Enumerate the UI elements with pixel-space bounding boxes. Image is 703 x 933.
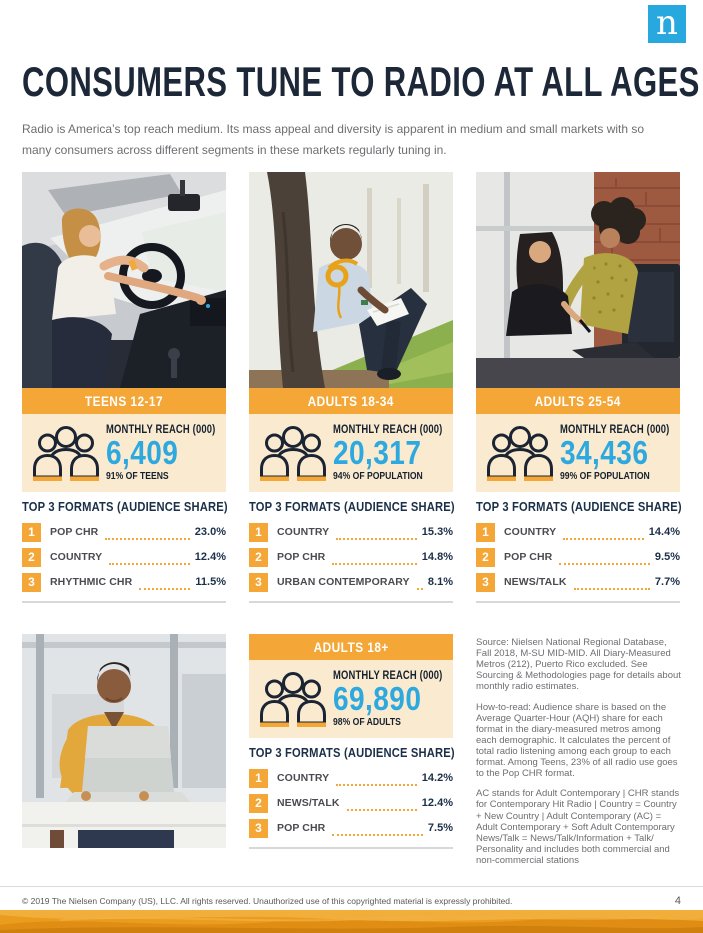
page-number: 4 — [674, 895, 681, 907]
dotted-leader — [574, 581, 650, 590]
photo-women-at-computer-icon — [476, 172, 680, 388]
dotted-leader — [332, 827, 423, 836]
format-name: POP CHR — [504, 551, 553, 563]
card-divider — [22, 601, 226, 603]
rank-badge: 3 — [249, 819, 268, 838]
format-row — [249, 572, 453, 592]
demo-card-adults-18-plus — [249, 634, 453, 875]
reach-subtext: 91% OF TEENS — [106, 469, 169, 482]
format-name: POP CHR — [277, 822, 326, 834]
card-divider — [249, 847, 453, 849]
format-share: 14.8% — [421, 551, 453, 563]
format-name: COUNTRY — [277, 526, 330, 538]
demo-card-adults-25-54 — [476, 172, 680, 603]
definitions-paragraph: AC stands for Adult Contemporary | CHR stands for Contemporary Hit Radio | Country = Country + New Country | Adult Contemporary (AC) = Adult Contemporary + Soft Adult Contemporary News/Talk = News/Talk/Information + Talk/ Personality and includes both commercial and non-commercial stations — [476, 788, 680, 866]
format-row — [249, 522, 453, 542]
demo-banner — [249, 634, 453, 660]
rank-badge: 3 — [22, 573, 41, 592]
reach-subtext: 99% OF POPULATION — [560, 469, 650, 482]
dotted-leader — [559, 556, 650, 565]
demo-banner-label: ADULTS 25-54 — [534, 393, 622, 409]
format-share: 9.5% — [654, 551, 680, 563]
rank-badge: 3 — [476, 573, 495, 592]
dotted-leader — [417, 581, 423, 590]
format-share: 7.7% — [654, 576, 680, 588]
rank-badge: 2 — [22, 548, 41, 567]
format-share: 23.0% — [194, 526, 226, 538]
dotted-leader — [105, 531, 189, 540]
rank-badge: 1 — [249, 523, 268, 542]
dotted-leader — [336, 777, 417, 786]
format-row — [249, 818, 453, 838]
monthly-reach-panel — [476, 414, 680, 492]
people-group-icon — [259, 424, 327, 482]
card-divider — [249, 601, 453, 603]
demo-banner-label: TEENS 12-17 — [84, 393, 164, 409]
demo-card-adults-18-34 — [249, 172, 453, 603]
dotted-leader — [139, 581, 190, 590]
format-row — [22, 572, 226, 592]
format-name: COUNTRY — [50, 551, 103, 563]
format-name: NEWS/TALK — [277, 797, 340, 809]
photo-man-reading-under-tree-icon — [249, 172, 453, 388]
card-divider — [476, 601, 680, 603]
format-row — [249, 547, 453, 567]
format-name: COUNTRY — [277, 772, 330, 784]
reach-stats — [333, 670, 445, 728]
reach-subtext: 94% OF POPULATION — [333, 469, 423, 482]
reach-subtext: 98% OF ADULTS — [333, 715, 401, 728]
photo-man-with-laptop-icon — [22, 634, 226, 848]
page-footer — [22, 895, 681, 907]
source-paragraph: Source: Nielsen National Regional Database, Fall 2018, M-SU MID-MID. All Diary-Measured Metros (212), Puerto Rico excluded. See Sourcing & Methodologies page for details about monthly radio estimates. — [476, 637, 681, 693]
reach-value: 20,317 — [333, 434, 422, 472]
format-share: 7.5% — [427, 822, 453, 834]
format-row — [476, 572, 680, 592]
formats-heading: TOP 3 FORMATS (AUDIENCE SHARE) — [249, 499, 455, 514]
reach-label: MONTHLY REACH (000) — [333, 424, 443, 437]
people-group-icon — [259, 670, 327, 728]
rank-badge: 2 — [249, 794, 268, 813]
format-share: 8.1% — [427, 576, 453, 588]
reach-value: 69,890 — [333, 680, 422, 718]
rank-badge: 1 — [22, 523, 41, 542]
monthly-reach-panel — [249, 660, 453, 738]
reach-stats — [333, 424, 445, 482]
format-row — [476, 522, 680, 542]
format-row — [22, 522, 226, 542]
demo-banner-label: ADULTS 18-34 — [307, 393, 395, 409]
dotted-leader — [563, 531, 644, 540]
formats-heading: TOP 3 FORMATS (AUDIENCE SHARE) — [22, 499, 228, 514]
photo-card-man-laptop — [22, 634, 226, 875]
footer-divider — [0, 886, 703, 887]
format-share: 12.4% — [194, 551, 226, 563]
format-share: 14.2% — [421, 772, 453, 784]
rank-badge: 1 — [249, 769, 268, 788]
format-share: 15.3% — [421, 526, 453, 538]
rank-badge: 1 — [476, 523, 495, 542]
format-row — [476, 547, 680, 567]
reach-stats — [106, 424, 218, 482]
format-name: POP CHR — [277, 551, 326, 563]
monthly-reach-panel — [249, 414, 453, 492]
demo-banner — [249, 388, 453, 414]
rank-badge: 3 — [249, 573, 268, 592]
format-row — [249, 768, 453, 788]
formats-heading: TOP 3 FORMATS (AUDIENCE SHARE) — [249, 745, 455, 760]
reach-value: 6,409 — [106, 434, 179, 472]
dotted-leader — [332, 556, 416, 565]
monthly-reach-panel — [22, 414, 226, 492]
demo-card-teens-12-17 — [22, 172, 226, 603]
demo-banner — [476, 388, 680, 414]
format-name: NEWS/TALK — [504, 576, 567, 588]
demo-banner — [22, 388, 226, 414]
format-name: RHYTHMIC CHR — [50, 576, 133, 588]
format-share: 14.4% — [648, 526, 680, 538]
format-name: POP CHR — [50, 526, 99, 538]
page-title: CONSUMERS TUNE TO RADIO AT ALL AGES — [22, 58, 700, 105]
format-name: URBAN CONTEMPORARY — [277, 576, 410, 588]
rank-badge: 2 — [476, 548, 495, 567]
people-group-icon — [32, 424, 100, 482]
copyright-text: © 2019 The Nielsen Company (US), LLC. All rights reserved. Unauthorized use of this copyrighted material is expressly prohibited. — [22, 896, 513, 906]
nielsen-logo: n — [648, 5, 686, 43]
dotted-leader — [109, 556, 190, 565]
formats-heading: TOP 3 FORMATS (AUDIENCE SHARE) — [476, 499, 682, 514]
dotted-leader — [347, 802, 417, 811]
format-row — [249, 793, 453, 813]
format-share: 12.4% — [421, 797, 453, 809]
reach-label: MONTHLY REACH (000) — [560, 424, 670, 437]
demo-banner-label: ADULTS 18+ — [313, 639, 389, 655]
howtoread-paragraph: How-to-read: Audience share is based on the Average Quarter-Hour (AQH) share for each format in the diary-measured metros among each demographic. It calculates the percent of total radio listening among each group to each format. Among Teens, 23% of all radio use goes to the Pop CHR format. — [476, 701, 678, 780]
format-name: COUNTRY — [504, 526, 557, 538]
page-subtitle: Radio is America’s top reach medium. Its mass appeal and diversity is apparent in medium and small markets with so many consumers across different segments in these markets regularly tuning in. — [22, 122, 645, 157]
format-share: 11.5% — [195, 576, 226, 588]
source-notes — [476, 634, 682, 875]
demographics-row-bottom — [22, 634, 682, 875]
reach-stats — [560, 424, 672, 482]
photo-teen-driving-car-icon — [22, 172, 226, 388]
people-group-icon — [486, 424, 554, 482]
reach-value: 34,436 — [560, 434, 649, 472]
reach-label: MONTHLY REACH (000) — [333, 670, 443, 683]
dotted-leader — [336, 531, 417, 540]
demographics-row-top — [22, 172, 680, 603]
rank-badge: 2 — [249, 548, 268, 567]
wave-band-decoration — [0, 910, 703, 933]
reach-label: MONTHLY REACH (000) — [106, 424, 216, 437]
format-row — [22, 547, 226, 567]
